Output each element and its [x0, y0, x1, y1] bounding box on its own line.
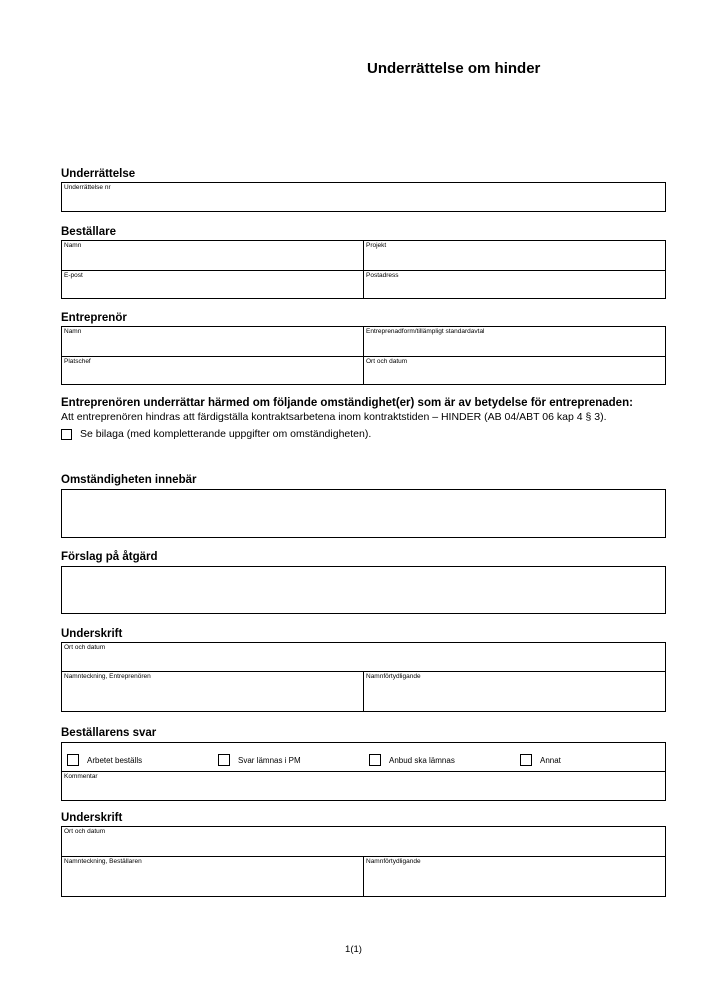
section-title: Beställare — [61, 226, 116, 238]
svar-options-row — [62, 743, 665, 771]
field-label: Namn — [64, 242, 82, 249]
section-title: Förslag på åtgärd — [61, 551, 158, 563]
field-label: Kommentar — [64, 773, 98, 780]
underrattelse-nr-field[interactable] — [62, 183, 665, 211]
document-title: Underrättelse om hinder — [367, 60, 541, 77]
namnteckning-bestallare-field[interactable] — [62, 857, 363, 896]
section-underskrift-entreprenor — [61, 627, 666, 712]
option-annat[interactable] — [520, 754, 561, 766]
underskrift-entreprenor-grid — [61, 642, 666, 712]
checkbox[interactable] — [67, 754, 79, 766]
namnteckning-entreprenor-field[interactable] — [62, 672, 363, 711]
section-underrattelse — [61, 167, 666, 212]
section-title: Underrättelse — [61, 168, 136, 180]
field-label: Underrättelse nr — [64, 184, 111, 191]
section-omstandigheten — [61, 473, 666, 538]
field-label: Platschef — [64, 358, 91, 365]
omstandigheten-textarea[interactable] — [61, 489, 666, 538]
option-svar-lamnas-i-pm[interactable] — [218, 754, 301, 766]
namnfortydligande-bestallare-field[interactable] — [363, 857, 665, 896]
entreprenadform-field[interactable] — [363, 327, 665, 356]
entreprenor-ort-datum-field[interactable] — [363, 357, 665, 384]
section-title: Entreprenör — [61, 312, 127, 324]
bilaga-option[interactable] — [61, 428, 666, 440]
underskrift-bestallare-ort-datum-field[interactable] — [62, 827, 665, 856]
checkbox[interactable] — [369, 754, 381, 766]
field-label: Namnteckning, Entreprenören — [64, 673, 151, 680]
field-label: Namn — [64, 328, 82, 335]
bestallare-epost-field[interactable] — [62, 271, 363, 298]
section-forslag — [61, 550, 666, 614]
field-label: Namnteckning, Beställaren — [64, 858, 142, 865]
underskrift-entreprenor-ort-datum-field[interactable] — [62, 643, 665, 671]
section-title: Underskrift — [61, 628, 123, 640]
notice-text: Att entreprenören hindras att färdigställa kontraktsarbetena inom kontraktstiden – HINDER (AB 04/ABT 06 kap 4 § 3). — [61, 411, 607, 423]
bilaga-checkbox[interactable] — [61, 429, 72, 440]
option-arbetet-bestalls[interactable] — [67, 754, 142, 766]
section-bestallare — [61, 225, 666, 299]
option-label: Annat — [540, 755, 561, 765]
section-bestallarens-svar — [61, 726, 666, 801]
bilaga-label: Se bilaga (med kompletterande uppgifter om omständigheten). — [80, 428, 372, 440]
notice-section — [61, 397, 666, 440]
bestallare-postadress-field[interactable] — [363, 271, 665, 298]
section-underskrift-bestallare — [61, 811, 666, 897]
page-number: 1(1) — [345, 944, 362, 955]
field-label: Ort och datum — [366, 358, 408, 365]
field-label: Namnförtydligande — [366, 858, 421, 865]
underskrift-bestallare-grid — [61, 826, 666, 897]
option-label: Svar lämnas i PM — [238, 755, 301, 765]
bestallarens-svar-grid — [61, 742, 666, 801]
bestallare-namn-field[interactable] — [62, 241, 363, 270]
checkbox[interactable] — [218, 754, 230, 766]
field-label: Ort och datum — [64, 828, 106, 835]
field-label: Ort och datum — [64, 644, 106, 651]
platschef-field[interactable] — [62, 357, 363, 384]
forslag-textarea[interactable] — [61, 566, 666, 614]
bestallare-grid — [61, 240, 666, 299]
section-title: Underskrift — [61, 812, 123, 824]
field-label: E-post — [64, 272, 83, 279]
option-label: Arbetet beställs — [87, 755, 143, 765]
entreprenor-grid — [61, 326, 666, 385]
section-title: Beställarens svar — [61, 727, 157, 739]
section-entreprenor — [61, 311, 666, 385]
checkbox[interactable] — [520, 754, 532, 766]
section-title: Omständigheten innebär — [61, 474, 197, 486]
field-label: Projekt — [366, 242, 387, 249]
namnfortydligande-entreprenor-field[interactable] — [363, 672, 665, 711]
notice-heading: Entreprenören underrättar härmed om följande omständighet(er) som är av betydelse för entreprenaden: — [61, 397, 633, 409]
option-label: Anbud ska lämnas — [389, 755, 455, 765]
field-label: Entreprenadform/tillämpligt standardavtal — [366, 328, 485, 335]
entreprenor-namn-field[interactable] — [62, 327, 363, 356]
option-anbud-ska-lamnas[interactable] — [369, 754, 455, 766]
field-label: Postadress — [366, 272, 399, 279]
field-label: Namnförtydligande — [366, 673, 421, 680]
underrattelse-grid — [61, 182, 666, 212]
bestallare-projekt-field[interactable] — [363, 241, 665, 270]
kommentar-field[interactable] — [62, 772, 665, 800]
